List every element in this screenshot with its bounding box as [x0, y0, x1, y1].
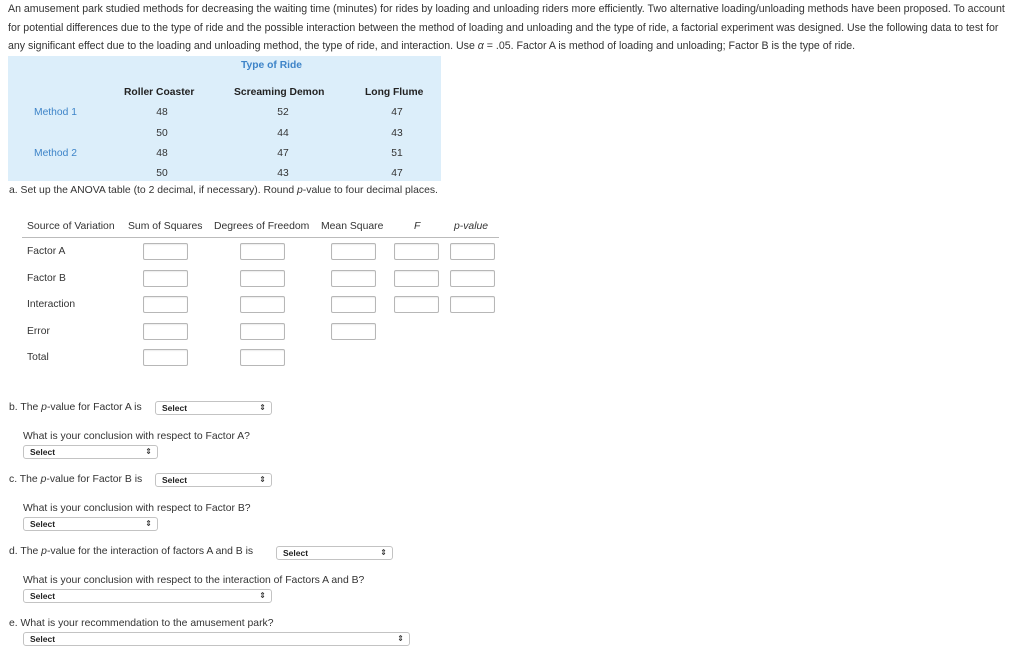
factor-b-ss-input[interactable]	[143, 270, 188, 287]
question-c-conclusion: What is your conclusion with respect to Factor B?	[23, 503, 251, 514]
interaction-ms-input[interactable]	[331, 296, 376, 313]
method-2-label: Method 2	[34, 148, 77, 159]
total-ss-input[interactable]	[143, 349, 188, 366]
recommendation-select[interactable]	[23, 632, 410, 646]
table-cell: 48	[156, 148, 168, 159]
row-label-factor-b: Factor B	[27, 273, 66, 284]
question-d	[9, 546, 253, 557]
select-arrow-icon: ⇕	[380, 548, 387, 557]
error-ss-input[interactable]	[143, 323, 188, 340]
select-label: Select	[162, 403, 188, 413]
factor-b-ms-input[interactable]	[331, 270, 376, 287]
select-label: Select	[283, 548, 309, 558]
question-d-prefix: d. The	[9, 546, 42, 557]
factor-a-df-input[interactable]	[240, 243, 285, 260]
factor-a-ms-input[interactable]	[331, 243, 376, 260]
factor-a-p-input[interactable]	[450, 243, 495, 260]
factor-b-p-input[interactable]	[450, 270, 495, 287]
question-b	[9, 402, 142, 413]
method-1-label: Method 1	[34, 107, 77, 118]
alpha-symbol: α	[477, 40, 484, 52]
table-cell: 44	[277, 128, 289, 139]
header-source-of-variation: Source of Variation	[27, 221, 115, 232]
question-c-prefix: c. The	[9, 474, 41, 485]
error-df-input[interactable]	[240, 323, 285, 340]
question-c	[9, 474, 142, 485]
row-label-total: Total	[27, 352, 49, 363]
select-arrow-icon: ⇕	[145, 447, 152, 456]
total-df-input[interactable]	[240, 349, 285, 366]
question-c-suffix: -value for Factor B is	[46, 474, 143, 485]
intro-text-1: An amusement park studied methods for decreasing the waiting time (minutes) for rides by loading and unloading riders more efficiently. Two alternative loading/unloading methods have been proposed. To account for potential differences due to the type of ride and the possible interaction between the method of loading and unloading and the type of ride, a factorial experiment was designed. Use the following data to test for any significant effect due to the loading and unloading method, the type of ride, and interaction. Use	[8, 3, 1005, 52]
table-title: Type of Ride	[241, 60, 303, 71]
question-e: e. What is your recommendation to the amusement park?	[9, 618, 274, 629]
p-italic: p	[41, 402, 47, 413]
table-cell: 50	[156, 168, 168, 179]
factor-b-conclusion-select[interactable]	[23, 517, 158, 531]
interaction-ss-input[interactable]	[143, 296, 188, 313]
row-label-interaction: Interaction	[27, 299, 76, 310]
table-cell: 48	[156, 107, 168, 118]
table-cell: 47	[391, 107, 403, 118]
column-header-long-flume: Long Flume	[365, 87, 424, 98]
factor-a-conclusion-select[interactable]	[23, 445, 158, 459]
factor-b-pvalue-select[interactable]	[155, 473, 272, 487]
question-a-text-end: -value to four decimal places.	[302, 185, 438, 196]
row-label-factor-a: Factor A	[27, 246, 66, 257]
question-b-conclusion: What is your conclusion with respect to Factor A?	[23, 431, 250, 442]
header-sum-of-squares: Sum of Squares	[128, 221, 203, 232]
interaction-p-input[interactable]	[450, 296, 495, 313]
header-p-value: p-value	[454, 221, 489, 232]
table-cell: 43	[277, 168, 289, 179]
question-d-suffix: -value for the interaction of factors A and B is	[46, 546, 254, 557]
select-arrow-icon: ⇕	[259, 475, 266, 484]
p-italic: p	[297, 185, 303, 196]
question-a	[9, 185, 438, 196]
factor-a-ss-input[interactable]	[143, 243, 188, 260]
column-header-screaming-demon: Screaming Demon	[234, 87, 325, 98]
interaction-f-input[interactable]	[394, 296, 439, 313]
problem-statement	[8, 0, 1016, 56]
question-a-text: a. Set up the ANOVA table (to 2 decimal, if necessary). Round	[9, 185, 298, 196]
question-b-suffix: -value for Factor A is	[46, 402, 142, 413]
table-cell: 51	[391, 148, 403, 159]
select-label: Select	[30, 447, 56, 457]
select-arrow-icon: ⇕	[145, 519, 152, 528]
ride-data-table	[8, 56, 441, 181]
select-label: Select	[162, 475, 188, 485]
select-arrow-icon: ⇕	[397, 634, 404, 643]
table-cell: 47	[277, 148, 289, 159]
row-label-error: Error	[27, 326, 50, 337]
select-label: Select	[30, 591, 56, 601]
table-cell: 47	[391, 168, 403, 179]
factor-b-df-input[interactable]	[240, 270, 285, 287]
column-header-roller-coaster: Roller Coaster	[124, 87, 195, 98]
header-degrees-of-freedom: Degrees of Freedom	[214, 221, 310, 232]
select-arrow-icon: ⇕	[259, 403, 266, 412]
select-arrow-icon: ⇕	[259, 591, 266, 600]
factor-a-f-input[interactable]	[394, 243, 439, 260]
p-italic: p	[40, 474, 47, 485]
question-b-prefix: b. The	[9, 402, 42, 413]
factor-a-pvalue-select[interactable]	[155, 401, 272, 415]
intro-text-2: = .05. Factor A is method of loading and unloading; Factor B is the type of ride.	[483, 40, 856, 52]
table-cell: 52	[277, 107, 289, 118]
select-label: Select	[30, 519, 56, 529]
p-italic: p	[41, 546, 47, 557]
error-ms-input[interactable]	[331, 323, 376, 340]
table-cell: 43	[391, 128, 403, 139]
header-mean-square: Mean Square	[321, 221, 384, 232]
header-f: F	[414, 221, 421, 232]
header-divider	[22, 237, 499, 238]
table-cell: 50	[156, 128, 168, 139]
factor-b-f-input[interactable]	[394, 270, 439, 287]
interaction-df-input[interactable]	[240, 296, 285, 313]
select-label: Select	[30, 634, 56, 644]
interaction-pvalue-select[interactable]	[276, 546, 393, 560]
interaction-conclusion-select[interactable]	[23, 589, 272, 603]
question-d-conclusion: What is your conclusion with respect to the interaction of Factors A and B?	[23, 575, 365, 586]
